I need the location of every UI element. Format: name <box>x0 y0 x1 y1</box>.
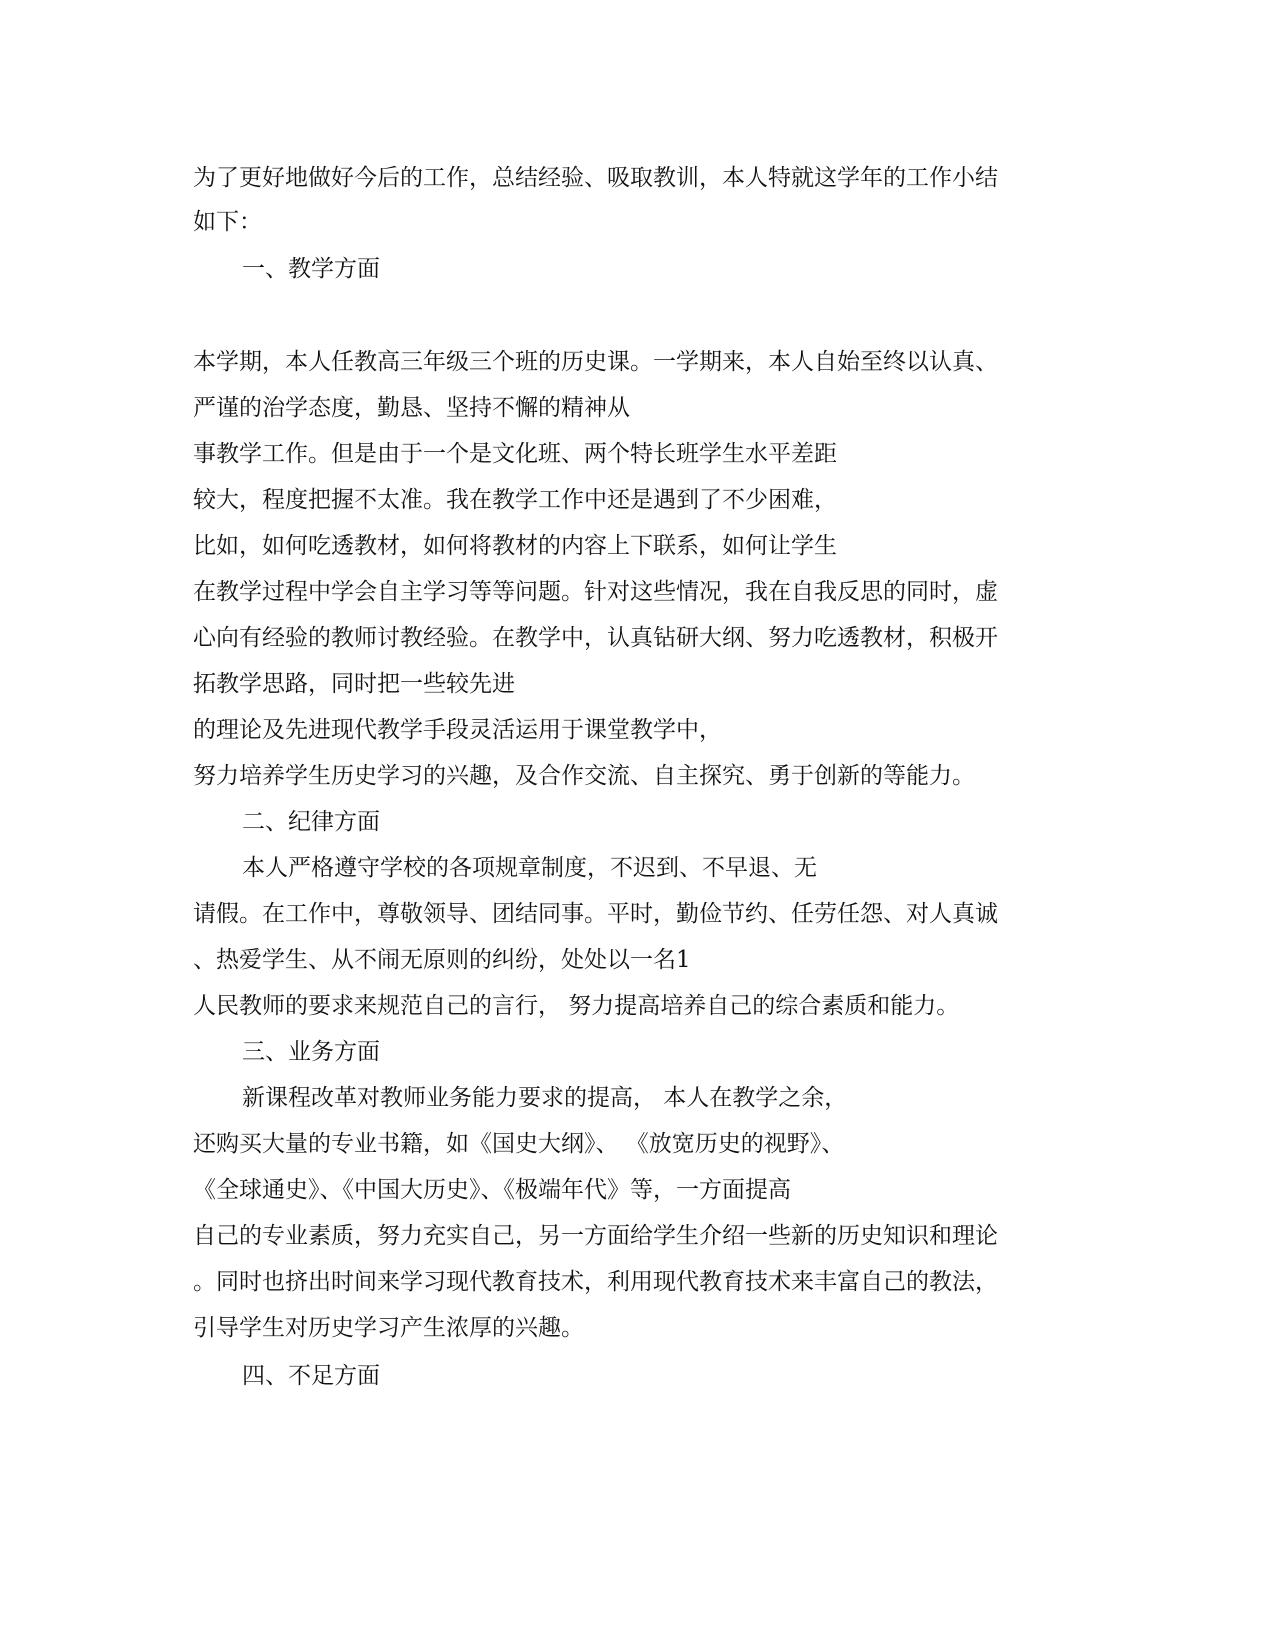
section-heading-shortcomings: 四、不足方面 <box>242 1363 380 1389</box>
body-text-line: 自己的专业素质，努力充实自己，另一方面给学生介绍一些新的历史知识和理论 <box>193 1223 998 1249</box>
body-text-line: 努力培养学生历史学习的兴趣，及合作交流、自主探究、勇于创新的等能力。 <box>193 763 975 789</box>
body-text-line: 比如，如何吃透教材，如何将教材的内容上下联系，如何让学生 <box>193 533 837 559</box>
body-text-line: 如下： <box>193 209 262 235</box>
body-text-line: 新课程改革对教师业务能力要求的提高， 本人在教学之余， <box>242 1085 848 1111</box>
body-text-line: 《全球通史》、《中国大历史》、《极端年代》等，一方面提高 <box>193 1177 791 1203</box>
body-text-line: 心向有经验的教师讨教经验。在教学中，认真钻研大纲、努力吃透教材，积极开 <box>193 625 998 651</box>
body-text-line: 严谨的治学态度，勤恳、坚持不懈的精神从 <box>193 395 630 421</box>
body-text-line: 人民教师的要求来规范自己的言行， 努力提高培养自己的综合素质和能力。 <box>193 993 960 1019</box>
body-text-line: 事教学工作。但是由于一个是文化班、两个特长班学生水平差距 <box>193 441 837 467</box>
section-heading-discipline: 二、纪律方面 <box>242 809 380 835</box>
body-text-line: 为了更好地做好今后的工作，总结经验、吸取教训，本人特就这学年的工作小结 <box>193 165 998 191</box>
body-text-line: 较大，程度把握不太准。我在教学工作中还是遇到了不少困难， <box>193 487 837 513</box>
body-text-line: 本学期，本人任教高三年级三个班的历史课。一学期来，本人自始至终以认真、 <box>193 349 998 375</box>
body-text-line: 的理论及先进现代教学手段灵活运用于课堂教学中， <box>193 717 722 743</box>
body-text-line: 本人严格遵守学校的各项规章制度，不迟到、不早退、无 <box>242 855 817 881</box>
body-text-line: 请假。在工作中，尊敬领导、团结同事。平时，勤俭节约、任劳任怨、对人真诚 <box>193 901 998 927</box>
body-text-line: 拓教学思路，同时把一些较先进 <box>193 671 515 697</box>
body-text-line: 还购买大量的专业书籍，如《国史大纲》、 《放宽历史的视野》、 <box>193 1131 845 1157</box>
body-text-line: 。同时也挤出时间来学习现代教育技术，利用现代教育技术来丰富自己的教法， <box>193 1269 998 1295</box>
section-heading-teaching: 一、教学方面 <box>242 256 380 282</box>
body-text-line: 引导学生对历史学习产生浓厚的兴趣。 <box>193 1315 584 1341</box>
body-text-line: 在教学过程中学会自主学习等等问题。针对这些情况，我在自我反思的同时，虚 <box>193 579 998 605</box>
section-heading-professional: 三、业务方面 <box>242 1039 380 1065</box>
body-text-line: 、热爱学生、从不闹无原则的纠纷，处处以一名1 <box>193 947 691 973</box>
